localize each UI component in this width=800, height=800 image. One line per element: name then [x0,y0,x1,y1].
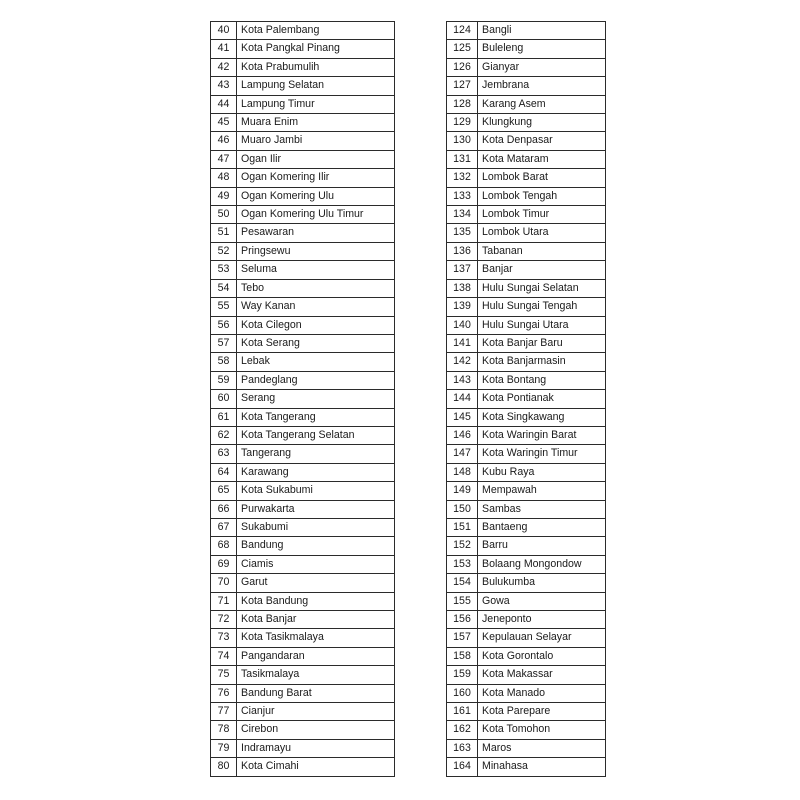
table-row [447,629,606,647]
region-name: Kota Banjar Baru [478,334,606,352]
region-name: Bulukumba [478,574,606,592]
region-name: Lombok Timur [478,206,606,224]
table-row [211,206,395,224]
region-name: Mempawah [478,482,606,500]
row-number: 44 [211,95,237,113]
row-number: 77 [211,703,237,721]
region-name: Muaro Jambi [237,132,395,150]
table-row [447,114,606,132]
row-number: 143 [447,371,478,389]
row-number: 153 [447,555,478,573]
table-row [211,242,395,260]
row-number: 42 [211,58,237,76]
row-number: 55 [211,298,237,316]
table-row [211,390,395,408]
region-name: Bantaeng [478,518,606,536]
row-number: 145 [447,408,478,426]
region-table-left-body [211,22,395,777]
row-number: 52 [211,242,237,260]
table-row [211,666,395,684]
table-row [447,445,606,463]
table-row [211,169,395,187]
table-row [211,684,395,702]
row-number: 151 [447,518,478,536]
table-row [211,721,395,739]
region-name: Bolaang Mongondow [478,555,606,573]
table-row [211,132,395,150]
table-row [447,592,606,610]
table-row [447,463,606,481]
row-number: 142 [447,353,478,371]
row-number: 132 [447,169,478,187]
row-number: 71 [211,592,237,610]
region-name: Kota Banjar [237,611,395,629]
row-number: 61 [211,408,237,426]
row-number: 130 [447,132,478,150]
row-number: 147 [447,445,478,463]
table-row [211,77,395,95]
row-number: 51 [211,224,237,242]
table-row [447,261,606,279]
table-row [447,408,606,426]
table-row [211,40,395,58]
row-number: 125 [447,40,478,58]
table-row [211,316,395,334]
region-name: Ogan Komering Ulu Timur [237,206,395,224]
row-number: 78 [211,721,237,739]
region-name: Hulu Sungai Utara [478,316,606,334]
region-name: Kota Serang [237,334,395,352]
row-number: 56 [211,316,237,334]
row-number: 41 [211,40,237,58]
region-name: Kota Parepare [478,703,606,721]
table-row [211,555,395,573]
region-name: Pringsewu [237,242,395,260]
row-number: 128 [447,95,478,113]
row-number: 74 [211,647,237,665]
table-row [447,206,606,224]
row-number: 69 [211,555,237,573]
row-number: 124 [447,22,478,40]
region-name: Indramayu [237,739,395,757]
table-row [211,298,395,316]
row-number: 48 [211,169,237,187]
region-name: Kepulauan Selayar [478,629,606,647]
table-row [211,611,395,629]
table-row [211,500,395,518]
region-name: Ciamis [237,555,395,573]
region-name: Way Kanan [237,298,395,316]
table-row [211,187,395,205]
row-number: 141 [447,334,478,352]
table-row [447,390,606,408]
row-number: 67 [211,518,237,536]
region-name: Kota Makassar [478,666,606,684]
region-name: Jeneponto [478,611,606,629]
region-name: Jembrana [478,77,606,95]
table-row [447,426,606,444]
row-number: 49 [211,187,237,205]
row-number: 148 [447,463,478,481]
row-number: 127 [447,77,478,95]
region-name: Kota Waringin Timur [478,445,606,463]
region-name: Hulu Sungai Selatan [478,279,606,297]
region-table-right [446,21,606,777]
region-name: Tebo [237,279,395,297]
row-number: 157 [447,629,478,647]
region-name: Pangandaran [237,647,395,665]
table-row [447,537,606,555]
table-row [447,298,606,316]
row-number: 63 [211,445,237,463]
row-number: 159 [447,666,478,684]
region-name: Lombok Utara [478,224,606,242]
table-row [447,279,606,297]
row-number: 160 [447,684,478,702]
region-name: Kota Prabumulih [237,58,395,76]
row-number: 154 [447,574,478,592]
region-name: Serang [237,390,395,408]
region-name: Sukabumi [237,518,395,536]
table-row [447,132,606,150]
region-name: Bandung Barat [237,684,395,702]
region-name: Kota Bontang [478,371,606,389]
region-name: Bandung [237,537,395,555]
table-row [211,426,395,444]
region-name: Pandeglang [237,371,395,389]
table-row [211,58,395,76]
row-number: 73 [211,629,237,647]
region-name: Hulu Sungai Tengah [478,298,606,316]
table-row [211,261,395,279]
region-name: Kota Denpasar [478,132,606,150]
region-name: Muara Enim [237,114,395,132]
region-table-right-body [447,22,606,777]
row-number: 161 [447,703,478,721]
row-number: 149 [447,482,478,500]
region-name: Kota Pontianak [478,390,606,408]
region-name: Kubu Raya [478,463,606,481]
region-name: Kota Bandung [237,592,395,610]
row-number: 134 [447,206,478,224]
table-row [447,316,606,334]
row-number: 163 [447,739,478,757]
region-name: Kota Sukabumi [237,482,395,500]
region-name: Ogan Komering Ilir [237,169,395,187]
row-number: 131 [447,150,478,168]
region-name: Lombok Barat [478,169,606,187]
row-number: 140 [447,316,478,334]
row-number: 75 [211,666,237,684]
region-name: Kota Gorontalo [478,647,606,665]
row-number: 76 [211,684,237,702]
row-number: 64 [211,463,237,481]
row-number: 139 [447,298,478,316]
row-number: 162 [447,721,478,739]
region-name: Tasikmalaya [237,666,395,684]
region-name: Kota Cilegon [237,316,395,334]
row-number: 65 [211,482,237,500]
region-name: Tangerang [237,445,395,463]
table-row [211,150,395,168]
table-row [211,22,395,40]
row-number: 66 [211,500,237,518]
region-name: Ogan Komering Ulu [237,187,395,205]
region-name: Kota Tangerang [237,408,395,426]
table-row [447,500,606,518]
region-name: Barru [478,537,606,555]
table-row [447,518,606,536]
row-number: 60 [211,390,237,408]
region-name: Kota Tasikmalaya [237,629,395,647]
table-row [211,95,395,113]
region-name: Tabanan [478,242,606,260]
table-row [211,574,395,592]
row-number: 133 [447,187,478,205]
table-row [447,242,606,260]
region-name: Klungkung [478,114,606,132]
region-name: Ogan Ilir [237,150,395,168]
row-number: 57 [211,334,237,352]
region-name: Kota Palembang [237,22,395,40]
row-number: 47 [211,150,237,168]
table-row [447,574,606,592]
table-row [447,187,606,205]
region-name: Lebak [237,353,395,371]
table-row [447,721,606,739]
table-row [447,611,606,629]
row-number: 46 [211,132,237,150]
region-name: Karang Asem [478,95,606,113]
table-row [447,334,606,352]
table-row [447,77,606,95]
table-row [211,758,395,776]
table-row [211,463,395,481]
region-name: Lampung Timur [237,95,395,113]
row-number: 58 [211,353,237,371]
row-number: 126 [447,58,478,76]
table-row [447,58,606,76]
region-name: Lampung Selatan [237,77,395,95]
row-number: 138 [447,279,478,297]
region-name: Banjar [478,261,606,279]
row-number: 144 [447,390,478,408]
region-name: Karawang [237,463,395,481]
row-number: 80 [211,758,237,776]
region-name: Gianyar [478,58,606,76]
table-row [447,95,606,113]
row-number: 146 [447,426,478,444]
row-number: 72 [211,611,237,629]
row-number: 70 [211,574,237,592]
region-name: Purwakarta [237,500,395,518]
region-name: Cianjur [237,703,395,721]
table-row [211,629,395,647]
table-row [447,703,606,721]
row-number: 152 [447,537,478,555]
row-number: 136 [447,242,478,260]
row-number: 40 [211,22,237,40]
table-row [211,592,395,610]
row-number: 79 [211,739,237,757]
table-row [447,224,606,242]
region-name: Minahasa [478,758,606,776]
row-number: 137 [447,261,478,279]
table-row [447,40,606,58]
row-number: 150 [447,500,478,518]
row-number: 156 [447,611,478,629]
row-number: 155 [447,592,478,610]
table-row [211,408,395,426]
row-number: 68 [211,537,237,555]
table-row [211,739,395,757]
table-row [211,334,395,352]
region-name: Kota Cimahi [237,758,395,776]
region-name: Kota Waringin Barat [478,426,606,444]
table-row [447,647,606,665]
region-name: Maros [478,739,606,757]
row-number: 129 [447,114,478,132]
table-row [447,684,606,702]
region-name: Lombok Tengah [478,187,606,205]
table-row [211,647,395,665]
region-name: Pesawaran [237,224,395,242]
table-row [447,371,606,389]
row-number: 54 [211,279,237,297]
table-row [211,224,395,242]
region-name: Cirebon [237,721,395,739]
table-row [211,445,395,463]
row-number: 158 [447,647,478,665]
region-name: Seluma [237,261,395,279]
region-name: Garut [237,574,395,592]
row-number: 62 [211,426,237,444]
row-number: 43 [211,77,237,95]
table-row [447,150,606,168]
region-name: Bangli [478,22,606,40]
row-number: 59 [211,371,237,389]
row-number: 53 [211,261,237,279]
table-row [447,169,606,187]
region-name: Kota Manado [478,684,606,702]
region-name: Kota Tomohon [478,721,606,739]
row-number: 50 [211,206,237,224]
table-row [447,482,606,500]
row-number: 164 [447,758,478,776]
table-row [211,703,395,721]
region-name: Kota Mataram [478,150,606,168]
region-name: Buleleng [478,40,606,58]
row-number: 45 [211,114,237,132]
table-row [447,555,606,573]
region-name: Gowa [478,592,606,610]
row-number: 135 [447,224,478,242]
table-row [447,353,606,371]
table-row [447,739,606,757]
region-name: Sambas [478,500,606,518]
table-row [211,114,395,132]
region-name: Kota Pangkal Pinang [237,40,395,58]
region-table-left [210,21,395,777]
table-row [447,22,606,40]
table-row [447,666,606,684]
table-row [211,371,395,389]
region-name: Kota Tangerang Selatan [237,426,395,444]
table-row [211,537,395,555]
table-row [447,758,606,776]
table-row [211,353,395,371]
region-name: Kota Banjarmasin [478,353,606,371]
table-row [211,482,395,500]
table-row [211,518,395,536]
table-row [211,279,395,297]
region-name: Kota Singkawang [478,408,606,426]
